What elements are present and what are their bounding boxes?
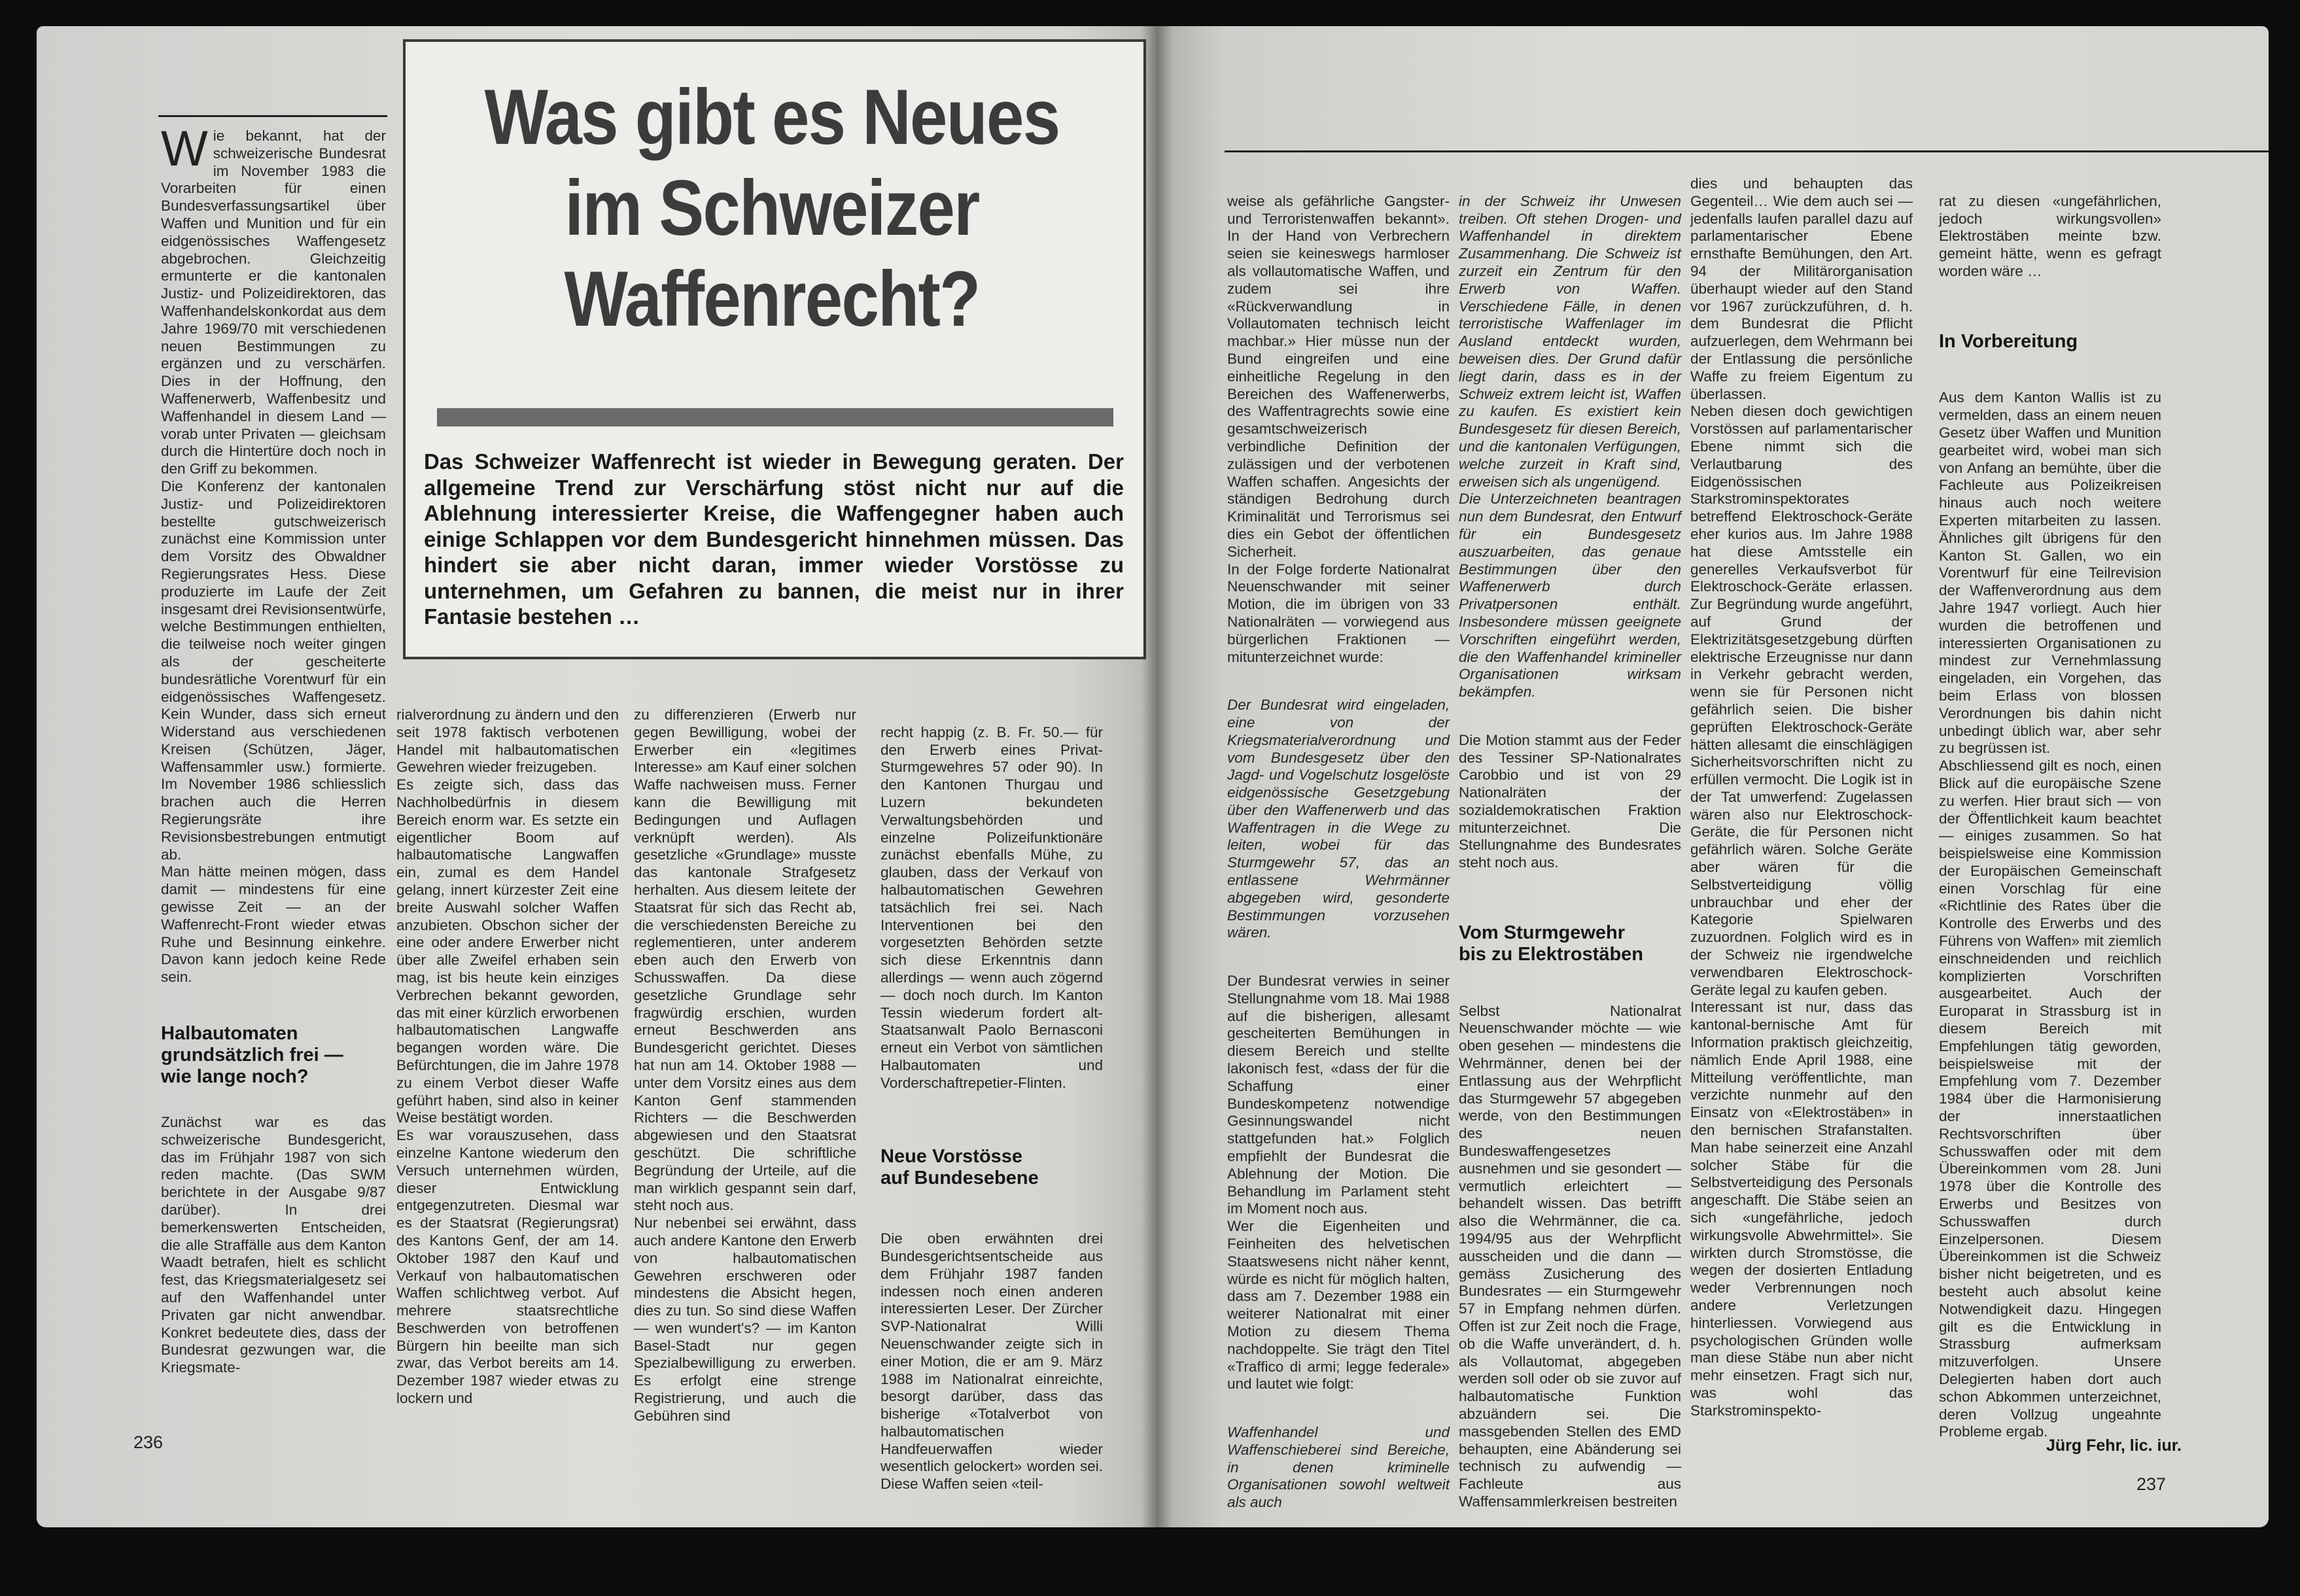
column-8 xyxy=(1939,175,2161,1477)
col5-text-b: Der Bundesrat verwies in seiner Stellungnahme vom 18. Mai 1988 auf die bisherigen, allesamt gescheiterten Bemühungen in diesem Bereich und stellte lakonisch fest, «dass der für die Schaffung einer Bundeskompetenz notwendige Gesinnungswandel nicht stattgefunden hat.» Folglich empfiehlt der Bundesrat die Ablehnung der Motion. Die Behandlung im Parlament steht im Moment noch aus. Wer die Eigenheiten und Feinheiten des helvetischen Staatswesens nicht näher kennt, würde es nicht für möglich halten, dass am 7. Dezember 1988 ein weiterer Nationalrat mit einer Motion zu diesem Thema nachdoppelte. Sie trägt den Titel «Traffico di armi; legge federale» und lautet wie folgt: xyxy=(1227,973,1450,1393)
column-3: zu differenzieren (Erwerb nur gegen Bewilligung, wobei der Erwerber ein «legitimes Interesse» am Kauf einer solchen Waffe nachweisen muss. Ferner kann die Bewilligung mit Bedingungen und Auflagen verknüpft werden). Als gesetzliche «Grundlage» musste das kantonale Strafgesetz herhalten. Aus diesem leitete der Staatsrat für sich das Recht ab, die verschiedensten Bereiche zu reglementieren, unter anderem eben auch den Erwerb von Schusswaffen. Da diese gesetzliche Grundlage sehr fragwürdig erschien, wurden erneut Beschwerden ans Bundesgericht gerichtet. Dieses hat nun am 14. Oktober 1988 — unter dem Vorsitz eines aus dem Kanton Genf stammenden Richters — die Beschwerden abgewiesen und den Staatsrat geschützt. Die schriftliche Begründung der Urteile, auf die man wirklich gespannt sein darf, steht noch aus. Nur nebenbei sei erwähnt, dass auch andere Kantone den Erwerb von halbautomatischen Gewehren erschweren oder mindestens die Absicht hegen, dies zu tun. So sind diese Waffen — wen wundert's? — im Kanton Basel-Stadt nur gegen Spezialbewilligung zu erwerben. Es erfolgt eine strenge Registrierung, und auch die Gebühren sind xyxy=(634,706,856,1424)
lead-paragraph: Das Schweizer Waffenrecht ist wieder in Bewegung geraten. Der allgemeine Trend zur Verschärfung stöst nicht nur auf die Ablehnung interessierter Kreise, die Waffengegner haben auch einige Schlappen vor dem Bundesgericht hinnehmen müssen. Das hindert sie aber nicht daran, immer wieder Vorstösse zu unternehmen, um Gefahren zu bannen, die meist nur in ihrer Fantasie bestehen … xyxy=(424,449,1124,629)
top-rule-left xyxy=(158,115,387,117)
col5-text-a: weise als gefährliche Gangster- und Terroristenwaffen bekannt». In der Hand von Verbrechern seien sie keineswegs harmloser als vollautomatische Waffen, und zudem sei ihre «Rückverwandlung in Vollautomaten technisch leicht machbar.» Hier müsse nun der Bund eingreifen und eine einheitliche Regelung in den Bereichen des Waffenerwerbs, des Waffentragrechts sowie eine gesamtschweizerisch verbindliche Definition der zulässigen und der verbotenen Waffen schaffen. Angesichts der ständigen Bedrohung durch Kriminalität und Terrorismus sei dies ein Gebot der öffentlichen Sicherheit. In der Folge forderte Nationalrat Neuenschwander mit seiner Motion, die im übrigen von 33 Nationalräten — vorwiegend aus bürgerlichen Fraktionen — mitunterzeichnet wurde: xyxy=(1227,192,1450,665)
right-page xyxy=(1157,26,2269,1527)
column-2: rialverordnung zu ändern und den seit 1978 faktisch verbotenen Handel mit halbautomatischen Gewehren wieder freizugeben. Es zeigte sich, dass das Nachholbedürfnis in diesem Bereich enorm war. Es setzte ein eigentlicher Boom auf halbautomatische Langwaffen ein, zumal es dem Handel gelang, innert kürzester Zeit eine breite Auswahl solcher Waffen anzubieten. Obschon sicher der eine oder andere Erwerber nicht über alle Zweifel erhaben sein mag, ist bis heute kein einziges Verbrechen bekannt geworden, das mit einer kürzlich erworbenen halbautomatischen Langwaffe begangen worden wäre. Die Befürchtungen, die im Jahre 1978 zu einem Verbot dieser Waffe geführt haben, sind also in keiner Weise bestätigt worden. Es war vorauszusehen, dass einzelne Kantone wiederum den Versuch unternehmen würden, dieser Entwicklung entgegenzutreten. Diesmal war es der Staatsrat (Regierungsrat) des Kantons Genf, der am 14. Oktober 1987 den Kauf und Verkauf von halbautomatischen Waffen schlichtweg verbot. Auf mehrere staatsrechtliche Beschwerden von betroffenen Bürgern hin beeilte man sich zwar, das Verbot bereits am 14. Dezember 1987 wieder etwas zu lockern und xyxy=(396,706,619,1407)
book-gutter xyxy=(1141,26,1172,1527)
top-rule-right xyxy=(1225,150,2269,152)
column-7: dies und behaupten das Gegenteil… Wie dem auch sei — jedenfalls laufen parallel dazu auf parlamentarischer Ebene ernsthafte Bemühungen, den Art. 94 der Militärorganisation überhaupt wieder auf den Stand vor 1967 zurückzuführen, d. h. dem Bundesrat die Pflicht aufzuerlegen, dem Wehrmann bei der Entlassung die persönliche Waffe zu freiem Eigentum zu überlassen. Neben diesen doch gewichtigen Vorstössen auf parlamentarischer Ebene nimmt sich die Verlautbarung des Eidgenössischen Starkstrominspektorates betreffend Elektroschock-Geräte eher kurios aus. Im Jahre 1988 hat diese Amtsstelle ein generelles Verkaufsverbot für Elektroschock-Geräte erlassen. Zur Begründung wurde angeführt, auf Grund der Elektrizitätsgesetzgebung dürften elektrische Erzeugnisse nur dann in Verkehr gebracht werden, wenn sie für Personen nicht gefährlich seien. Die bisher geprüften Elektroschock-Geräte hätten allesamt die einschlägigen Sicherheitsvorschriften nicht zu erfüllen vermocht. Die Logik ist in der Tat umwerfend: Zugelassen wären also nur Elektroschock-Geräte, die für Personen nicht gefährlich wären. Solche Geräte aber wären für die Selbstverteidigung völlig unbrauchbar und eher der Kategorie Spielwaren zuzuordnen. Folglich wird es in der Schweiz nie irgendwelche verwendbaren Elektroschock-Geräte legal zu kaufen geben. Interessant ist nur, dass das kantonal-bernische Amt für Information praktisch gleichzeitig, nämlich Ende April 1988, eine Mitteilung veröffentlichte, man verzichte nunmehr auf den Einsatz von «Elektrostäben» in den bernischen Strafanstalten. Man habe seinerzeit eine Anzahl solcher Stäbe für die Selbstverteidigung des Personals angeschafft. Die Stäbe seien an sich «ungefährliche, jedoch wirkungsvolle Abwehrmittel». Sie wirkten durch Stromstösse, die wegen der dosierten Entladung weder Verbrennungen noch andere Verletzungen hinterliessen. Vorwiegend aus psychologischen Gründen wolle man diese Stäbe nun aber nicht mehr einsetzen. Fragt sich nur, was wohl das Starkstrominspekto- xyxy=(1690,175,1913,1419)
title-box xyxy=(403,39,1146,659)
motion-quote-2: Waffenhandel und Waffenschieberei sind Bereiche, in denen kriminelle Organisationen sowohl weltweit als auch xyxy=(1227,1423,1450,1511)
subheading-halbautomaten: Halbautomaten grundsätzlich frei — wie lange noch? xyxy=(161,1023,343,1088)
column-4 xyxy=(880,706,1103,1493)
page-number-left: 236 xyxy=(133,1432,164,1452)
motion-quote-1: Der Bundesrat wird eingeladen, eine von der Kriegsmaterialverordnung und vom Bundesgesetz über den Jagd- und Vogelschutz losgelöste eidgenössische Gesetzgebung über den Waffenerwerb und das Waffentragen in die Wege zu leiten, wobei für das Sturmgewehr 57, das an entlassene Wehrmänner abgegeben wird, gesonderte Bestimmungen vorzusehen wären. xyxy=(1227,697,1450,941)
drop-cap: W xyxy=(161,121,208,177)
subheading-sturmgewehr: Vom Sturmgewehr bis zu Elektrostäben xyxy=(1459,922,1644,965)
col6-text-b: Selbst Nationalrat Neuenschwander möchte — wie oben gesehen — mindestens die Wehrmänner, denen bei der Entlassung aus der Wehrpflicht das Sturmgewehr 57 abgegeben werde, von den Bestimmungen des neuen Bundeswaffengesetzes ausnehmen und sie gesondert — vermutlich erleichtert — behandelt wissen. Das betrifft also die Wehrmänner, die ca. 1994/95 aus der Wehrpflicht ausscheiden und die dann — gemäss Zusicherung des Bundesrates — ein Sturmgewehr 57 in Empfang nehmen dürfen. Offen ist zur Zeit noch die Frage, ob die Waffe unverändert, d. h. als Vollautomat, abgegeben werden soll oder ob sie zuvor auf halbautomatische Funktion abzuändern sei. Die massgebenden Stellen des EMD behaupten, eine Abänderung sei technisch zu aufwendig — Fachleute aus Waffensammlerkreisen bestreiten xyxy=(1459,1002,1681,1510)
col4-top-text: recht happig (z. B. Fr. 50.— für den Erwerb eines Privat-Sturmgewehres 57 oder 90). In den Kantonen Thurgau und Luzern bekundeten Verwaltungsbehörden und einzelne Polizeifunktionäre zunächst ebenfalls Mühe, zu glauben, dass der Verkauf von halbautomatischen Gewehren tatsächlich frei sei. Nach Interventionen bei den vorgesetzten Behörden setzte sich diese Erkenntnis dann allerdings — wenn auch zögernd — doch noch durch. Im Kanton Tessin wiederum fordert alt-Staatsanwalt Paolo Bernasconi erneut ein Verbot von sämtlichen Halbautomaten und Vorderschaftrepetier-Flinten. xyxy=(880,723,1103,1091)
col8-text-a: rat zu diesen «ungefährlichen, jedoch wirkungsvollen» Elektrostäben meinte bzw. gemeint hätte, wenn es gefragt worden wäre … xyxy=(1939,192,2161,279)
column-6 xyxy=(1459,175,1681,1510)
title-divider-bar xyxy=(437,408,1113,426)
col4-bottom-text: Die oben erwähnten drei Bundesgerichtsentscheide aus dem Frühjahr 1987 fanden indessen noch einen anderen interessierten Leser. Der Zürcher SVP-Nationalrat Willi Neuenschwander zeigte sich in einer Motion, die er am 9. März 1988 im Nationalrat einreichte, besorgt darüber, dass das bisherige «Totalverbot von halbautomatischen Handfeuerwaffen wieder wesentlich gelockert» worden sei. Diese Waffen seien «teil- xyxy=(880,1230,1103,1493)
col1-after-text: Zunächst war es das schweizerische Bundesgericht, das im Frühjahr 1987 von sich reden machte. (Das SWM berichtete in der Ausgabe 9/87 darüber). In drei bemerkenswerten Entscheiden, die alle Straffälle aus dem Kanton Waadt betrafen, hielt es schlicht fest, das Kriegsmaterialgesetz sei auf den Waffenhandel unter Privaten gar nicht anwendbar. Konkret bedeutete dies, dass der Bundesrat gezwungen war, die Kriegsmate- xyxy=(161,1114,386,1376)
headline: Was gibt es Neues im Schweizer Waffenrecht? xyxy=(484,73,1060,343)
author-signature: Jürg Fehr, lic. iur. xyxy=(2046,1436,2182,1455)
col8-text-b: Aus dem Kanton Wallis ist zu vermelden, dass an einem neuen Gesetz über Waffen und Munition gearbeitet wird, wobei man sich von Anfang an bemühte, über die Fachleute aus Polizeikreisen hinaus auch noch weitere Experten mitarbeiten zu lassen. Ähnliches gilt übrigens für den Kanton St. Gallen, wo ein Vorentwurf für eine Teilrevision der Waffenverordnung aus dem Jahre 1947 vorliegt. Auch hier wurden die betroffenen und interessierten Organisationen zu mindest zur Vernehmlassung eingeladen, ein Vorgehen, das beim Erlass von blossen Verordnungen bis dahin nicht unbedingt üblich war, aber sehr zu begrüssen ist. Abschliessend gilt es noch, einen Blick auf die europäische Szene zu werfen. Hier braut sich — von der Öffentlichkeit kaum beachtet — einiges zusammen. So hat beispielsweise eine Kommission der Europäischen Gemeinschaft einen Vorschlag für eine «Richtlinie des Rates über die Kontrolle des Erwerbs und des Führens von Waffen» mit ziemlich einschneidenden und reichlich komplizierten Vorschriften ausgearbeitet. Auch der Europarat in Strassburg ist in diesem Bereich mit Empfehlungen tätig geworden, beispielsweise mit der Empfehlung vom 7. Dezember 1984 über die Harmonisierung der innerstaatlichen Rechtsvorschriften über Schusswaffen oder mit dem Übereinkommen vom 28. Juni 1978 über die Kontrolle des Erwerbs und Besitzes von Schusswaffen durch Einzelpersonen. Diesem Übereinkommen ist die Schweiz bisher nicht beigetreten, und es besteht auch absolut keine Notwendigkeit dazu. Hingegen gilt es die Entwicklung in Strassburg aufmerksam mitzuverfolgen. Unsere Delegierten haben dort auch schon Abkommen unterzeichnet, deren Vollzug ungeahnte Probleme ergab. xyxy=(1939,389,2161,1440)
col6-quote: in der Schweiz ihr Unwesen treiben. Oft stehen Drogen- und Waffenhandel in direktem Zusammenhang. Die Schweiz ist zurzeit ein Zentrum für den Erwerb von Waffen. Verschiedene Fälle, in denen terroristische Waffenlager im Ausland entdeckt wurden, beweisen dies. Der Grund dafür liegt darin, dass es in der Schweiz extrem leicht ist, Waffen zu kaufen. Es existiert kein Bundesgesetz für diesen Bereich, und die kantonalen Verfügungen, welche zurzeit in Kraft sind, erweisen sich als ungenügend. Die Unterzeichneten beantragen nun dem Bundesrat, den Entwurf für ein Bundesgesetz auszuarbeiten, das genaue Bestimmungen über den Waffenerwerb durch Privatpersonen enthält. Insbesondere müssen geeignete Vorschriften eingeführt werden, die den Waffenhandel krimineller Organisationen wirksam bekämpfen. xyxy=(1459,192,1681,701)
col6-text-a: Die Motion stammt aus der Feder des Tessiner SP-Nationalrates Carobbio und ist von 29 Nationalräten der sozialdemokratischen Fraktion mitunterzeichnet. Die Stellungnahme des Bundesrates steht noch aus. xyxy=(1459,731,1681,871)
intro-text: ie bekannt, hat der schweizerische Bundesrat im November 1983 die Vorarbeiten für einen Bundesverfassungsartikel über Waffen und Munition und für ein eidgenössisches Waffengesetz abgebrochen. Gleichzeitig ermunterte er die kantonalen Justiz- und Polizeidirektoren, das Waffenhandelskonkordat aus dem Jahre 1969/70 mit verschiedenen neuen Bestimmungen zu ergänzen und zu verschärfen. Dies in der Hoffnung, den Waffenerwerb, Waffenbesitz und Waffenhandel in diesem Land — vorab unter Privaten — gleichsam durch die Hintertüre doch noch in den Griff zu bekommen. Die Konferenz der kantonalen Justiz- und Polizeidirektoren bestellte gutschweizerisch zunächst eine Kommission unter dem Vorsitz des Obwaldner Regierungsrates Hess. Diese produzierte im Laufe der Zeit insgesamt drei Revisionsentwürfe, welche Bestimmungen enthielten, die teilweise noch weiter gingen als der gescheiterte bundesrätliche Vorentwurf für ein eidgenössisches Waffengesetz. Kein Wunder, dass sich erneut Widerstand aus verschiedenen Kreisen (Schützen, Jäger, Waffensammler usw.) formierte. Im November 1986 schliesslich brachen auch die Herren Regierungsräte ihre Revisionsbestrebungen entmutigt ab. Man hätte meinen mögen, dass damit — mindestens für eine gewisse Zeit — an der Waffenrecht-Front wieder etwas Ruhe und Besinnung einkehre. Davon kann jedoch keine Rede sein. xyxy=(161,128,386,986)
subheading-neue-vorstoesse: Neue Vorstösse auf Bundesebene xyxy=(880,1146,1039,1189)
left-page xyxy=(37,26,1157,1527)
column-5 xyxy=(1227,175,1450,1511)
column-1 xyxy=(161,121,386,1439)
page-number-right: 237 xyxy=(2136,1474,2167,1494)
subheading-vorbereitung: In Vorbereitung xyxy=(1939,330,2078,352)
